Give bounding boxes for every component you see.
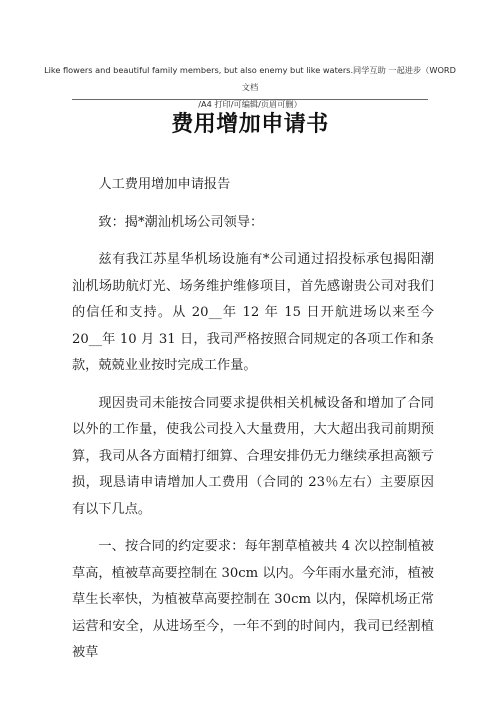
page-header (40, 62, 460, 113)
header-line-2: /A4 打印/可编辑/页眉可删） (198, 99, 302, 109)
document-body (72, 172, 434, 667)
header-line-1: Like flowers and beautiful family members, but also enemy but like waters.同学互助 一起进步（WORD 文档 (44, 65, 456, 92)
paragraph-1: 兹有我江苏星华机场设施有*公司通过招投标承包揭阳潮汕机场助航灯光、场务维护维修项目，首先感谢贵公司对我们的信任和支持。从 20__年 12 年 15 日开航进场以来至今 20__年 10 月 31 日，我司严格按照合同规定的各项工作和条款，兢兢业业按时完成工作量。 (72, 252, 434, 373)
paragraph-2: 现因贵司未能按合同要求提供相关机械设备和增加了合同以外的工作量，使我公司投入大量费用，大大超出我司前期预算，我司从各方面精打细算、合理安排仍无力继续承担高额亏损，现恳请申请增加人工费用（合同的 23％左右）主要原因有以下几点。 (72, 395, 434, 517)
report-subtitle: 人工费用增加申请报告 (98, 177, 231, 192)
header-divider (72, 99, 428, 100)
salutation: 致：揭*潮汕机场公司领导： (98, 214, 264, 230)
document-title: 费用增加申请书 (171, 111, 329, 137)
paragraph-3: 一、按合同的约定要求：每年割草植被共 4 次以控制植被草高，植被草高要控制在 30cm 以内。今年雨水量充沛，植被草生长率快，为植被草高要控制在 30cm 以内，保障机场正常运营和安全，从进场至今，一年不到的时间内，我司已经割植被草 (72, 539, 434, 660)
